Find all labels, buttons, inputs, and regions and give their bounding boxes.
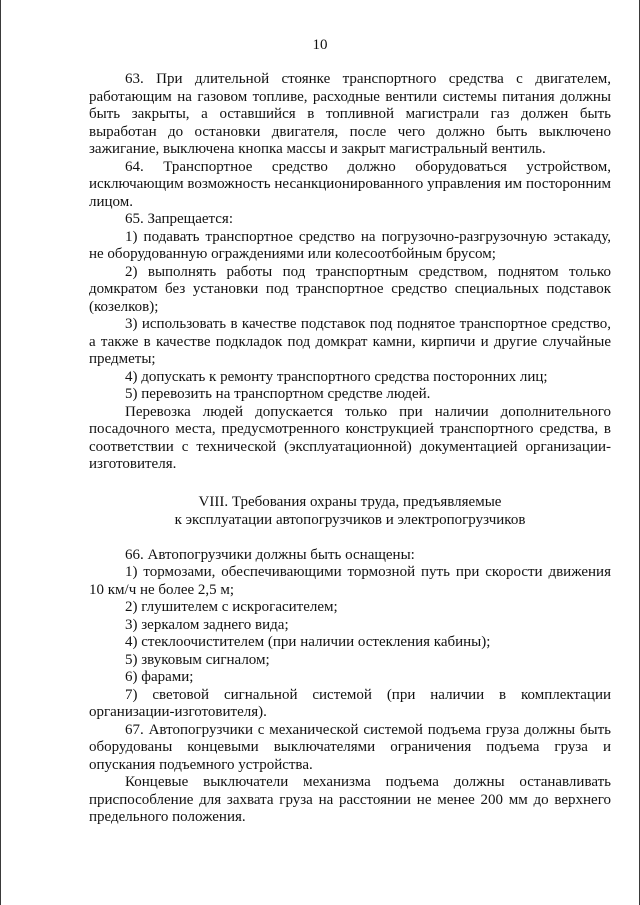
document-body — [89, 71, 611, 827]
list-item: 3) зеркалом заднего вида; — [125, 616, 289, 633]
section-heading-line-2: к эксплуатации автопогрузчиков и электропогрузчиков — [174, 511, 526, 528]
list-item: 5) перевозить на транспортном средстве людей. — [125, 386, 431, 402]
list-item: 1) тормозами, обеспечивающими тормозной путь при скорости движения 10 км/ч не более 2,5 м; — [89, 564, 611, 598]
section-heading — [89, 493, 611, 529]
list-item: 1) подавать транспортное средство на погрузочно-разгрузочную эстакаду, не оборудованную ограждениями или колесоотбойным брусом; — [89, 228, 611, 262]
paragraph-limit-switches: Концевые выключатели механизма подъема должны останавливать приспособление для захвата груза на расстоянии не менее 200 мм до верхнего предельного положения. — [89, 774, 611, 825]
page-number: 10 — [312, 37, 328, 53]
list-item: 4) допускать к ремонту транспортного средства посторонних лиц; — [125, 368, 548, 385]
paragraph-63: 63. При длительной стоянке транспортного средства с двигателем, работающим на газовом топливе, расходные вентили системы питания должны быть закрыты, а оставшийся в топливной магистрали газ должен быть выработан до остановки двигателя, после чего должно быть выключено зажигание, выключена кнопка массы и закрыт магистральный вентиль. — [89, 71, 611, 157]
paragraph-passenger-note: Перевозка людей допускается только при наличии дополнительного посадочного места, предусмотренного конструкцией транспортного средства, в соответствии с технической (эксплуатационной) документацией организации-изготовителя. — [89, 403, 611, 472]
left-scan-edge — [0, 0, 1, 905]
paragraph-66: 66. Автопогрузчики должны быть оснащены: — [125, 546, 415, 563]
list-item: 2) глушителем с искрогасителем; — [125, 599, 338, 615]
section-heading-line-1: VIII. Требования охраны труда, предъявляемые — [198, 493, 502, 510]
list-item: 7) световой сигнальной системой (при наличии в комплектации организации-изготовителя). — [89, 686, 611, 720]
list-item: 4) стеклоочистителем (при наличии остекления кабины); — [125, 634, 491, 650]
list-item: 2) выполнять работы под транспортным средством, поднятом только домкратом без установки под транспортное средство специальных подставок (козелков); — [89, 263, 611, 315]
paragraph-67: 67. Автопогрузчики с механической системой подъема груза должны быть оборудованы концевыми выключателями ограничения подъема груза и опускания подъемного устройства. — [89, 721, 611, 773]
paragraph-65: 65. Запрещается: — [125, 211, 233, 227]
list-item: 3) использовать в качестве подставок под поднятое транспортное средство, а также в качестве подкладок под домкрат камни, кирпичи и другие случайные предметы; — [89, 316, 611, 367]
paragraph-64: 64. Транспортное средство должно оборудоваться устройством, исключающим возможность несанкционированного управления им посторонним лицом. — [89, 158, 611, 210]
list-item: 6) фарами; — [125, 669, 194, 685]
list-item: 5) звуковым сигналом; — [125, 651, 270, 668]
